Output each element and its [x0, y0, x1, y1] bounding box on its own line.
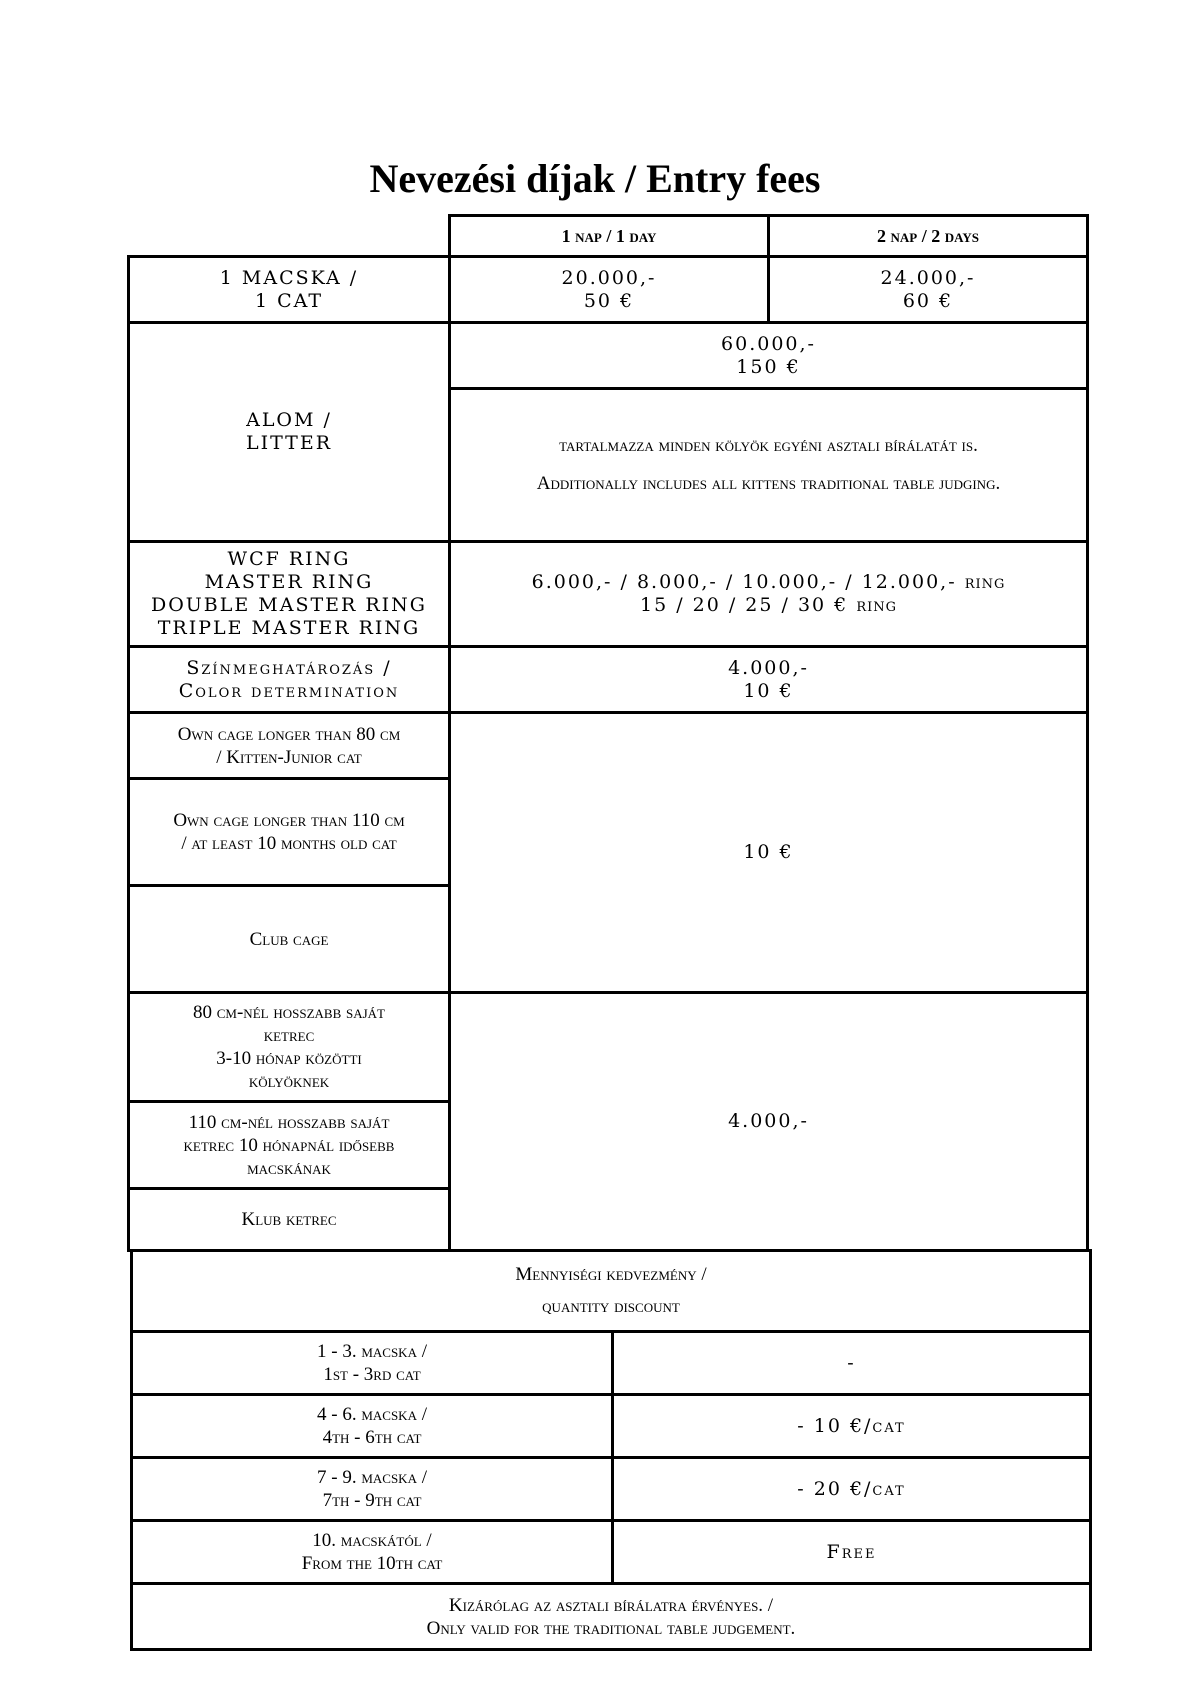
cat-day1-cell: [448, 255, 770, 324]
rings-price-cell: [448, 540, 1089, 648]
cage110-en-2: / at least 10 months old cat: [181, 833, 397, 854]
discount-row3-label-1: 7 - 9. macska /: [317, 1467, 427, 1488]
rings-price-huf-line: [532, 571, 1006, 594]
rings-label-3: DOUBLE MASTER RING: [150, 594, 427, 616]
cage80-hu-cell: [127, 991, 451, 1103]
discount-row3-label-2: 7th - 9th cat: [322, 1490, 422, 1511]
cages-hu-price-cell: [448, 991, 1089, 1252]
cage110-hu-3: macskának: [247, 1157, 331, 1179]
cages-hu-price: 4.000,-: [728, 1110, 809, 1132]
header-day1-label: 1 nap / 1 day: [561, 225, 657, 246]
litter-label-2: LITTER: [246, 432, 332, 454]
discount-row-value: [611, 1330, 1092, 1396]
discount-row-value: [611, 1393, 1092, 1459]
litter-price-huf: 60.000,-: [721, 332, 816, 355]
club-cage-hu-cell: [127, 1187, 451, 1252]
cat-day2-eur: 60 €: [902, 289, 954, 312]
discount-header-2: quantity discount: [542, 1296, 680, 1317]
discount-row1-label-2: 1st - 3rd cat: [323, 1364, 421, 1385]
cage80-hu-2: ketrec: [263, 1025, 315, 1046]
club-cage-en-cell: [127, 884, 451, 994]
cages-en-price-cell: [448, 711, 1089, 994]
rings-label-2: MASTER RING: [204, 571, 374, 593]
rings-price-huf-unit: ring: [964, 571, 1006, 593]
cat-day2-cell: [767, 255, 1089, 324]
rings-label-cell: [127, 540, 451, 648]
discount-row2-label-2: 4th - 6th cat: [322, 1427, 422, 1448]
color-label-cell: [127, 645, 451, 714]
discount-row2-label-1: 4 - 6. macska /: [317, 1404, 427, 1425]
cat-day2-huf: 24.000,-: [880, 266, 976, 289]
cage80-hu-4: kölyöknek: [248, 1071, 330, 1092]
cat-label-cell: [127, 255, 451, 324]
header-day2: [767, 214, 1089, 258]
club-cage-en: Club cage: [249, 928, 329, 950]
discount-row2-value: - 10 €/cat: [797, 1414, 906, 1437]
discount-row-label: [130, 1519, 614, 1585]
litter-price-cell: [448, 321, 1089, 390]
discount-footer-2: Only valid for the traditional table judgement.: [426, 1617, 796, 1639]
cat-day1-huf: 20.000,-: [561, 266, 657, 289]
litter-label-cell: [127, 321, 451, 543]
cat-day1-eur: 50 €: [583, 289, 635, 312]
rings-label-1: WCF RING: [227, 548, 351, 570]
discount-row1-label-1: 1 - 3. macska /: [317, 1341, 427, 1362]
page-title: Nevezési díjak / Entry fees: [369, 156, 821, 201]
cage80-en-1: Own cage longer than 80 cm: [177, 723, 401, 745]
discount-footer-cell: [130, 1582, 1092, 1651]
discount-row4-label-1: 10. macskától /: [312, 1530, 432, 1551]
discount-row4-label-2: From the 10th cat: [301, 1553, 443, 1574]
cage80-en-cell: [127, 711, 451, 780]
cage110-en-cell: [127, 777, 451, 887]
discount-footer-1: Kizárólag az asztali bírálatra érvényes. /: [448, 1594, 774, 1616]
discount-row-value: [611, 1519, 1092, 1585]
rings-price-eur-unit: ring: [856, 594, 897, 616]
cat-label-1: 1 MACSKA /: [219, 266, 359, 289]
discount-row-label: [130, 1393, 614, 1459]
discount-row-label: [130, 1456, 614, 1522]
club-cage-hu: Klub ketrec: [241, 1209, 337, 1230]
litter-price-eur: 150 €: [736, 355, 801, 378]
color-price-eur: 10 €: [743, 679, 794, 702]
cage110-hu-cell: [127, 1100, 451, 1190]
litter-note-en: Additionally includes all kittens traditional table judging.: [536, 473, 1001, 494]
discount-row4-value: Free: [826, 1540, 877, 1563]
cages-en-price: 10 €: [743, 841, 794, 863]
litter-label-1: ALOM /: [246, 409, 332, 431]
discount-header-1: Mennyiségi kedvezmény /: [515, 1264, 707, 1285]
discount-row-label: [130, 1330, 614, 1396]
cage80-hu-3: 3-10 hónap közötti: [216, 1048, 362, 1069]
litter-note-cell: [448, 387, 1089, 543]
cage110-hu-2: ketrec 10 hónapnál idősebb: [183, 1134, 395, 1156]
rings-price-eur-line: [640, 594, 897, 617]
discount-row3-value: - 20 €/cat: [797, 1477, 906, 1500]
color-label-1: Színmeghatározás /: [186, 656, 392, 679]
cage80-en-2: / Kitten-Junior cat: [216, 746, 362, 768]
color-price-cell: [448, 645, 1089, 714]
header-day1: [448, 214, 770, 258]
cat-label-2: 1 CAT: [254, 289, 324, 312]
litter-note-hu: tartalmazza minden kölyök egyéni asztali bírálatát is.: [559, 435, 978, 456]
discount-header-cell: [130, 1249, 1092, 1333]
cage110-en-1: Own cage longer than 110 cm: [173, 810, 405, 831]
color-price-huf: 4.000,-: [728, 656, 809, 679]
header-day2-label: 2 nap / 2 days: [877, 225, 979, 246]
rings-label-4: TRIPLE MASTER RING: [157, 617, 421, 639]
rings-price-eur: 15 / 20 / 25 / 30 €: [639, 594, 849, 616]
color-label-2: Color determination: [178, 679, 400, 702]
discount-row1-value: -: [847, 1351, 856, 1374]
cage80-hu-1: 80 cm-nél hosszabb saját: [193, 1002, 385, 1023]
rings-price-huf: 6.000,- / 8.000,- / 10.000,- / 12.000,-: [531, 571, 957, 593]
cage110-hu-1: 110 cm-nél hosszabb saját: [188, 1111, 390, 1133]
discount-row-value: [611, 1456, 1092, 1522]
